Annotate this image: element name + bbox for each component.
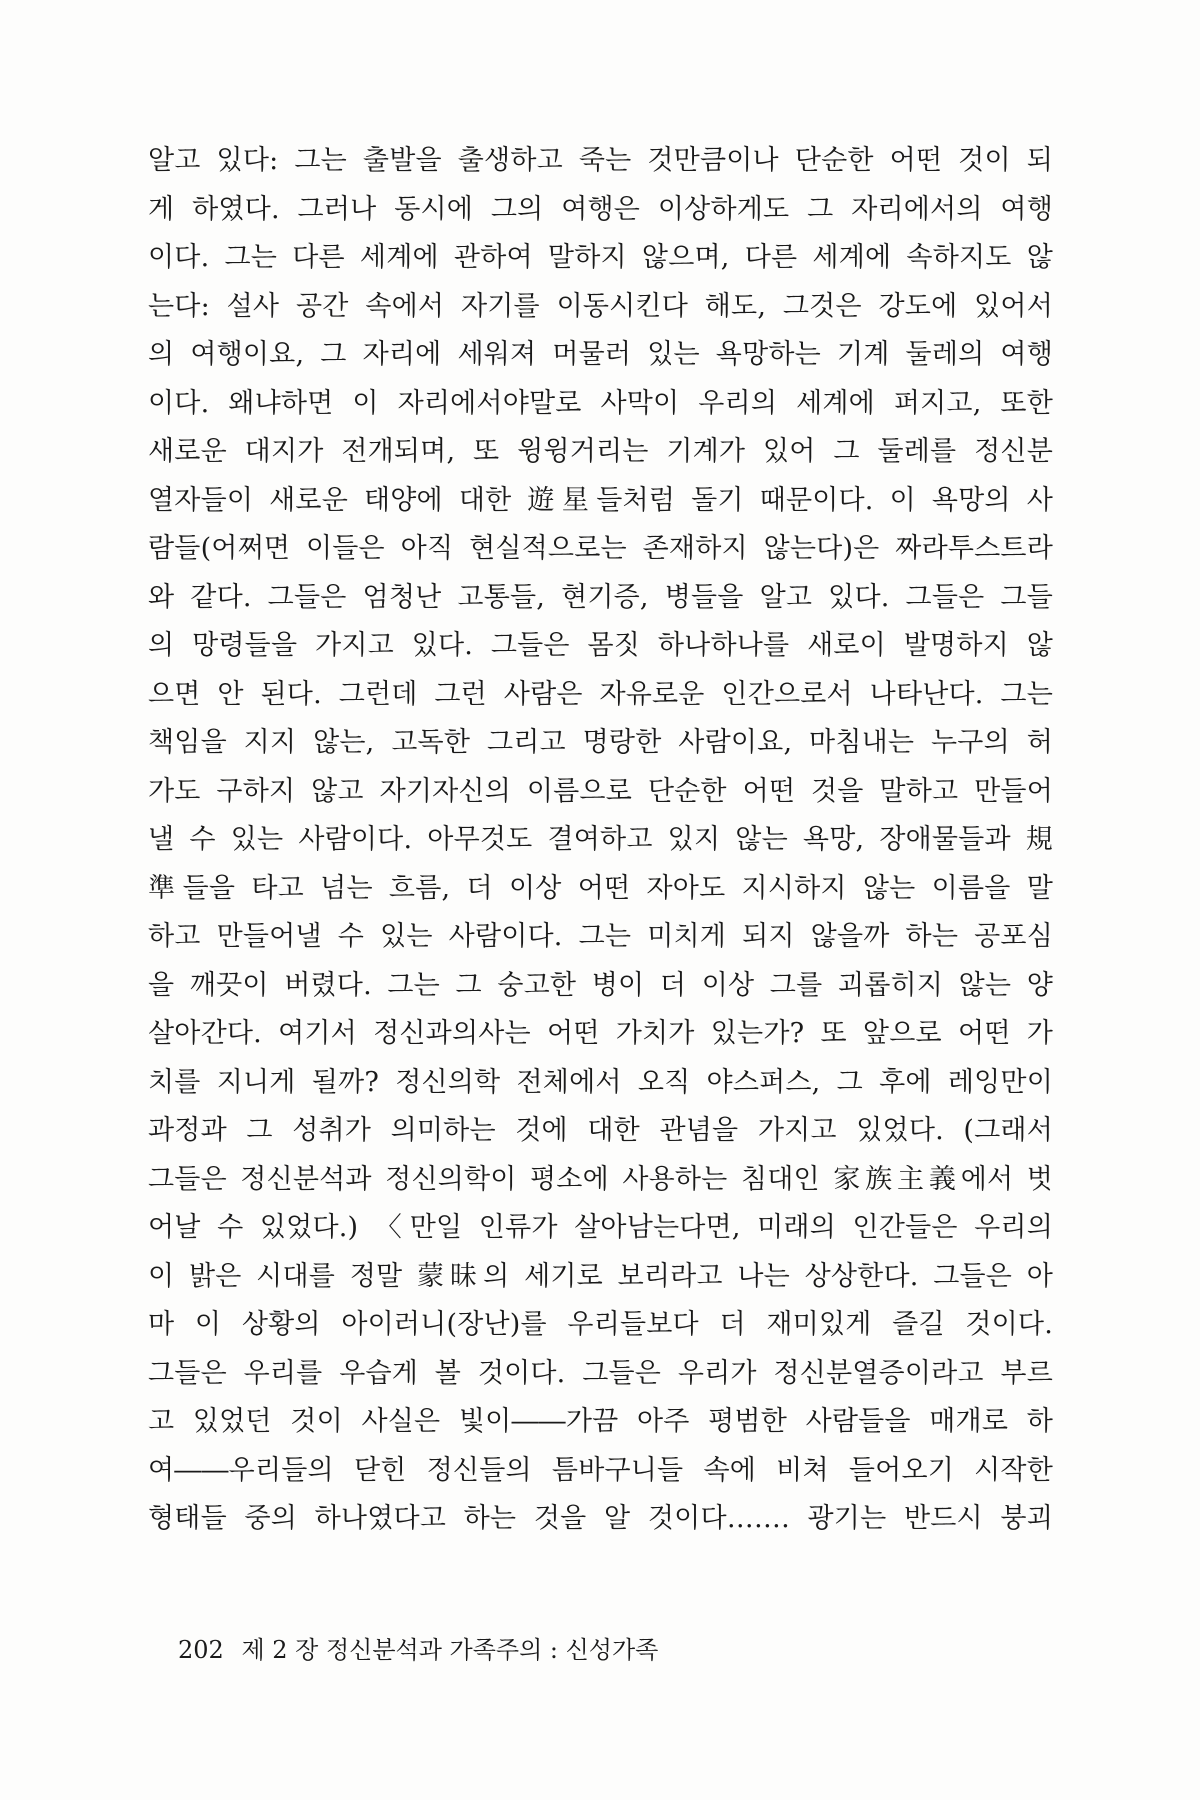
page-number: 202 [178, 1636, 224, 1664]
body-text [148, 137, 1053, 1544]
text-line: 마 이 상황의 아이러니(장난)를 우리들보다 더 재미있게 즐길 것이다. [148, 1309, 1053, 1340]
text-line: 살아간다. 여기서 정신과의사는 어떤 가치가 있는가? 또 앞으로 어떤 가 [148, 1018, 1053, 1049]
text-line: 여――우리들의 닫힌 정신들의 틈바구니들 속에 비쳐 들어오기 시작한 [148, 1454, 1053, 1486]
text-line: 치를 지니게 될까? 정신의학 전체에서 오직 야스퍼스, 그 후에 레잉만이 [148, 1066, 1053, 1098]
chapter-title: 제 2 장 정신분석과 가족주의 : 신성가족 [241, 1636, 659, 1664]
text-line: 準들을 타고 넘는 흐름, 더 이상 어떤 자아도 지시하지 않는 이름을 말 [148, 872, 1053, 904]
text-line: 형태들 중의 하나였다고 하는 것을 알 것이다……. 광기는 반드시 붕괴 [148, 1503, 1053, 1534]
text-line: 의 망령들을 가지고 있다. 그들은 몸짓 하나하나를 새로이 발명하지 않 [148, 630, 1053, 661]
text-line: 알고 있다: 그는 출발을 출생하고 죽는 것만큼이나 단순한 어떤 것이 되 [148, 145, 1053, 176]
text-line: 가도 구하지 않고 자기자신의 이름으로 단순한 어떤 것을 말하고 만들어 [148, 775, 1053, 807]
text-line: 책임을 지지 않는, 고독한 그리고 명랑한 사람이요, 마침내는 누구의 허 [148, 727, 1053, 758]
text-line: 새로운 대지가 전개되며, 또 윙윙거리는 기계가 있어 그 둘레를 정신분 [148, 436, 1053, 467]
text-line: 그들은 정신분석과 정신의학이 평소에 사용하는 침대인 家族主義에서 벗 [148, 1163, 1053, 1195]
text-line: 으면 안 된다. 그런데 그런 사람은 자유로운 인간으로서 나타난다. 그는 [148, 678, 1053, 710]
text-line: 와 같다. 그들은 엄청난 고통들, 현기증, 병들을 알고 있다. 그들은 그들 [148, 581, 1053, 613]
text-line: 열자들이 새로운 태양에 대한 遊星들처럼 돌기 때문이다. 이 욕망의 사 [148, 484, 1053, 516]
text-line: 의 여행이요, 그 자리에 세워져 머물러 있는 욕망하는 기계 둘레의 여행 [148, 339, 1053, 370]
text-line: 람들(어쩌면 이들은 아직 현실적으로는 존재하지 않는다)은 짜라투스트라 [148, 533, 1053, 564]
text-line: 고 있었던 것이 사실은 빛이――가끔 아주 평범한 사람들을 매개로 하 [148, 1406, 1053, 1437]
running-footer [178, 1630, 658, 1670]
text-line: 을 깨끗이 버렸다. 그는 그 숭고한 병이 더 이상 그를 괴롭히지 않는 양 [148, 969, 1053, 1001]
text-line: 게 하였다. 그러나 동시에 그의 여행은 이상하게도 그 자리에서의 여행 [148, 193, 1053, 225]
text-line: 낼 수 있는 사람이다. 아무것도 결여하고 있지 않는 욕망, 장애물들과 規 [148, 824, 1053, 855]
text-line: 과정과 그 성취가 의미하는 것에 대한 관념을 가지고 있었다. (그래서 [148, 1115, 1053, 1146]
text-line: 이다. 왜냐하면 이 자리에서야말로 사막이 우리의 세계에 퍼지고, 또한 [148, 387, 1053, 419]
text-line: 어날 수 있었다.) 〈만일 인류가 살아남는다면, 미래의 인간들은 우리의 [148, 1212, 1053, 1243]
text-line: 이다. 그는 다른 세계에 관하여 말하지 않으며, 다른 세계에 속하지도 않 [148, 242, 1053, 273]
text-line: 그들은 우리를 우습게 볼 것이다. 그들은 우리가 정신분열증이라고 부르 [148, 1357, 1053, 1389]
text-line: 는다: 설사 공간 속에서 자기를 이동시킨다 해도, 그것은 강도에 있어서 [148, 290, 1053, 322]
text-line: 이 밝은 시대를 정말 蒙昧의 세기로 보리라고 나는 상상한다. 그들은 아 [148, 1260, 1053, 1292]
text-line: 하고 만들어낼 수 있는 사람이다. 그는 미치게 되지 않을까 하는 공포심 [148, 921, 1053, 952]
